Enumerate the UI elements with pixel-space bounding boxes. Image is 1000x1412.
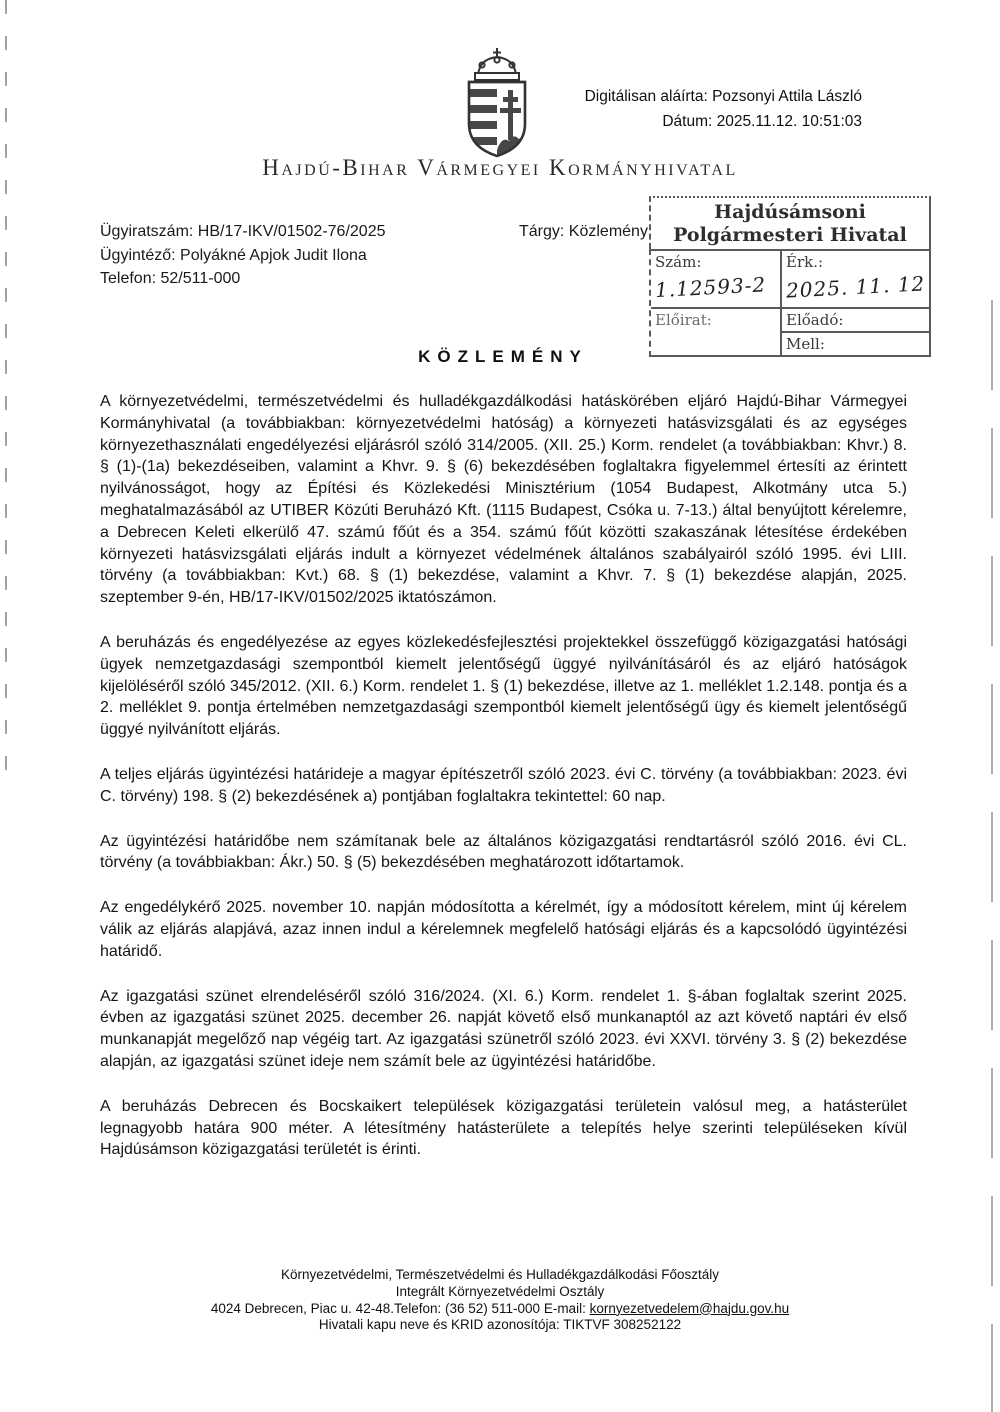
stamp-erk-label: Érk.:	[786, 253, 824, 271]
stamp-eloado-label: Előadó:	[786, 311, 844, 329]
case-number: Ügyiratszám: HB/17-IKV/01502-76/2025	[100, 223, 386, 240]
stamp-office-name-line1: Hajdúsámsoni	[714, 201, 866, 223]
stamp-eloirat-label: Előirat:	[655, 311, 712, 329]
letter-footer	[97, 1267, 903, 1334]
stamp-field-erk	[782, 251, 929, 309]
organization-title: Hajdú-Bihar Vármegyei Kormányhivatal	[262, 155, 738, 180]
case-officer: Ügyintéző: Polyákné Apjok Judit Ilona	[100, 246, 367, 264]
stamp-office-name	[649, 196, 931, 249]
receiving-office-stamp	[649, 196, 931, 357]
stamp-erk-handwritten-value: 2025. 11. 12	[785, 271, 926, 303]
stamp-fields-grid	[649, 249, 931, 357]
document-body	[100, 391, 907, 1184]
case-phone: Telefon: 52/511-000	[100, 270, 241, 287]
stamp-szam-label: Szám:	[655, 253, 702, 271]
paragraph: Az ügyintézési határidőbe nem számítanak bele az általános közigazgatási rendtartásról szóló 2016. évi CL. törvény (a továbbiakban: Ákr.) 50. § (5) bekezdésében meghatározott időtartamok.	[100, 832, 907, 872]
paragraph: Az engedélykérő 2025. november 10. napján módosította a kérelmét, így a módosított kérelem, mint új kérelem válik az eljárás alapjává, azaz innen indul a kérelemnek megfelelő hatósági eljárás és a kapcsolódó ügyintézési határidő.	[100, 899, 907, 960]
hungary-coat-of-arms-icon	[452, 46, 542, 165]
stamp-mell-label: Mell:	[786, 335, 825, 353]
paragraph: Az igazgatási szünet elrendeléséről szóló 316/2024. (XI. 6.) Korm. rendelet 1. §-ában foglaltak szerint 2025. évben az igazgatási szünet 2025. december 26. napját követő első munkanaptól az azt követő naptári év első munkanapját megelőző nap végéig tart. Az igazgatási szünetről szóló 2023. évi XXVI. törvény 3. § (2) bekezdése alapján, az igazgatási szünet ideje nem számít bele az ügyintézési határidőbe.	[100, 987, 907, 1070]
footer-email-link[interactable]: kornyezetvedelem@hajdu.gov.hu	[589, 1300, 790, 1316]
stamp-field-eloado	[782, 309, 929, 333]
footer-department: Környezetvédelmi, Természetvédelmi és Hulladékgazdálkodási Főosztály	[281, 1267, 719, 1282]
footer-krid: Hivatali kapu neve és KRID azonosítója: TIKTVF 308252122	[318, 1317, 682, 1333]
paragraph: A beruházás és engedélyezése az egyes közlekedésfejlesztési projektekkel összefüggő közigazgatási hatósági ügyek nemzetgazdasági szempontból kiemelt jelentőségű üggyé nyilvánításáról és az eljáró hatóságok kijelöléséről szóló 345/2012. (XII. 6.) Korm. rendelet 1. § (1) bekezdése, illetve az 1. melléklet 1.2.148. pontja és a 2. melléklet 9. pontja értelmében nemzetgazdasági szempontból kiemelt jelentőségű ügy és kiemelt jelentőségű üggyé nyilvánított eljárás.	[100, 633, 907, 739]
digital-signature-note	[540, 84, 862, 134]
paragraph: A beruházás Debrecen és Bocskaikert települések közigazgatási területein valósul meg, a hatásterület legnagyobb határa 900 méter. A létesítmény hatásterülete a telepítés helye szerinti településeken kívül Hajdúsámson közigazgatási területét is érinti.	[100, 1097, 907, 1159]
scan-artifact-left	[5, 0, 7, 770]
paragraph: A teljes eljárás ügyintézési határideje a magyar építészetről szóló 2023. évi C. törvény (a továbbiakban: 2023. évi C. törvény) 198. § (2) bekezdésének a) pontjában foglaltakra tekintettel: 60 nap.	[100, 765, 907, 805]
signature-date: Dátum: 2025.11.12. 10:51:03	[662, 113, 862, 130]
subject-line: Tárgy: Közlemény	[519, 223, 648, 240]
document-title: KÖZLEMÉNY	[418, 347, 588, 366]
case-meta-block	[100, 220, 385, 291]
signature-signer: Digitálisan aláírta: Pozsonyi Attila László	[584, 88, 862, 105]
footer-address-phone: 4024 Debrecen, Piac u. 42-48.Telefon: (36 52) 511-000 E-mail:	[210, 1300, 590, 1316]
scan-artifact-right	[991, 300, 993, 1412]
footer-division: Integrált Környezetvédelmi Osztály	[395, 1283, 605, 1299]
stamp-field-szam	[651, 251, 782, 309]
paragraph: A környezetvédelmi, természetvédelmi és hulladékgazdálkodási hatáskörében eljáró Hajdú-Bihar Vármegyei Kormányhivatal (a továbbiakban: környezetvédelmi hatóság) a környezeti hatásvizsgálati és az egységes környezethasználati engedélyezési eljárásról szóló 314/2005. (XII. 25.) Korm. rendelet (a továbbiakban: Khvr.) 8. § (1)-(1a) bekezdéseiben, valamint a Khvr. 9. § (6) bekezdésében foglaltakra figyelemmel értesíti az érintett nyilvánosságot, hogy az Építési és Közlekedési Minisztérium (1054 Budapest, Alkotmány utca 5.) meghatalmazásából az UTIBER Közúti Beruházó Kft. (1115 Budapest, Csóka u. 7-13.) által benyújtott kérelemre, a Debrecen Keleti elkerülő 47. számú főút és a 354. számú főút közötti szakaszának létesítése érdekében környezeti hatásvizsgálati eljárás indult a környezet védelmének általános szabályairól szóló 1995. évi LIII. törvény (a továbbiakban: Kvt.) 68. § (1) bekezdése, valamint a Khvr. 7. § (1) bekezdése alapján, 2025. szeptember 9-én, HB/17-IKV/01502/2025 iktatószámon.	[100, 393, 907, 607]
stamp-szam-handwritten-value: 1.12593-2	[654, 272, 767, 303]
footer-contact-line	[97, 1301, 903, 1318]
stamp-office-name-line2: Polgármesteri Hivatal	[673, 224, 907, 246]
